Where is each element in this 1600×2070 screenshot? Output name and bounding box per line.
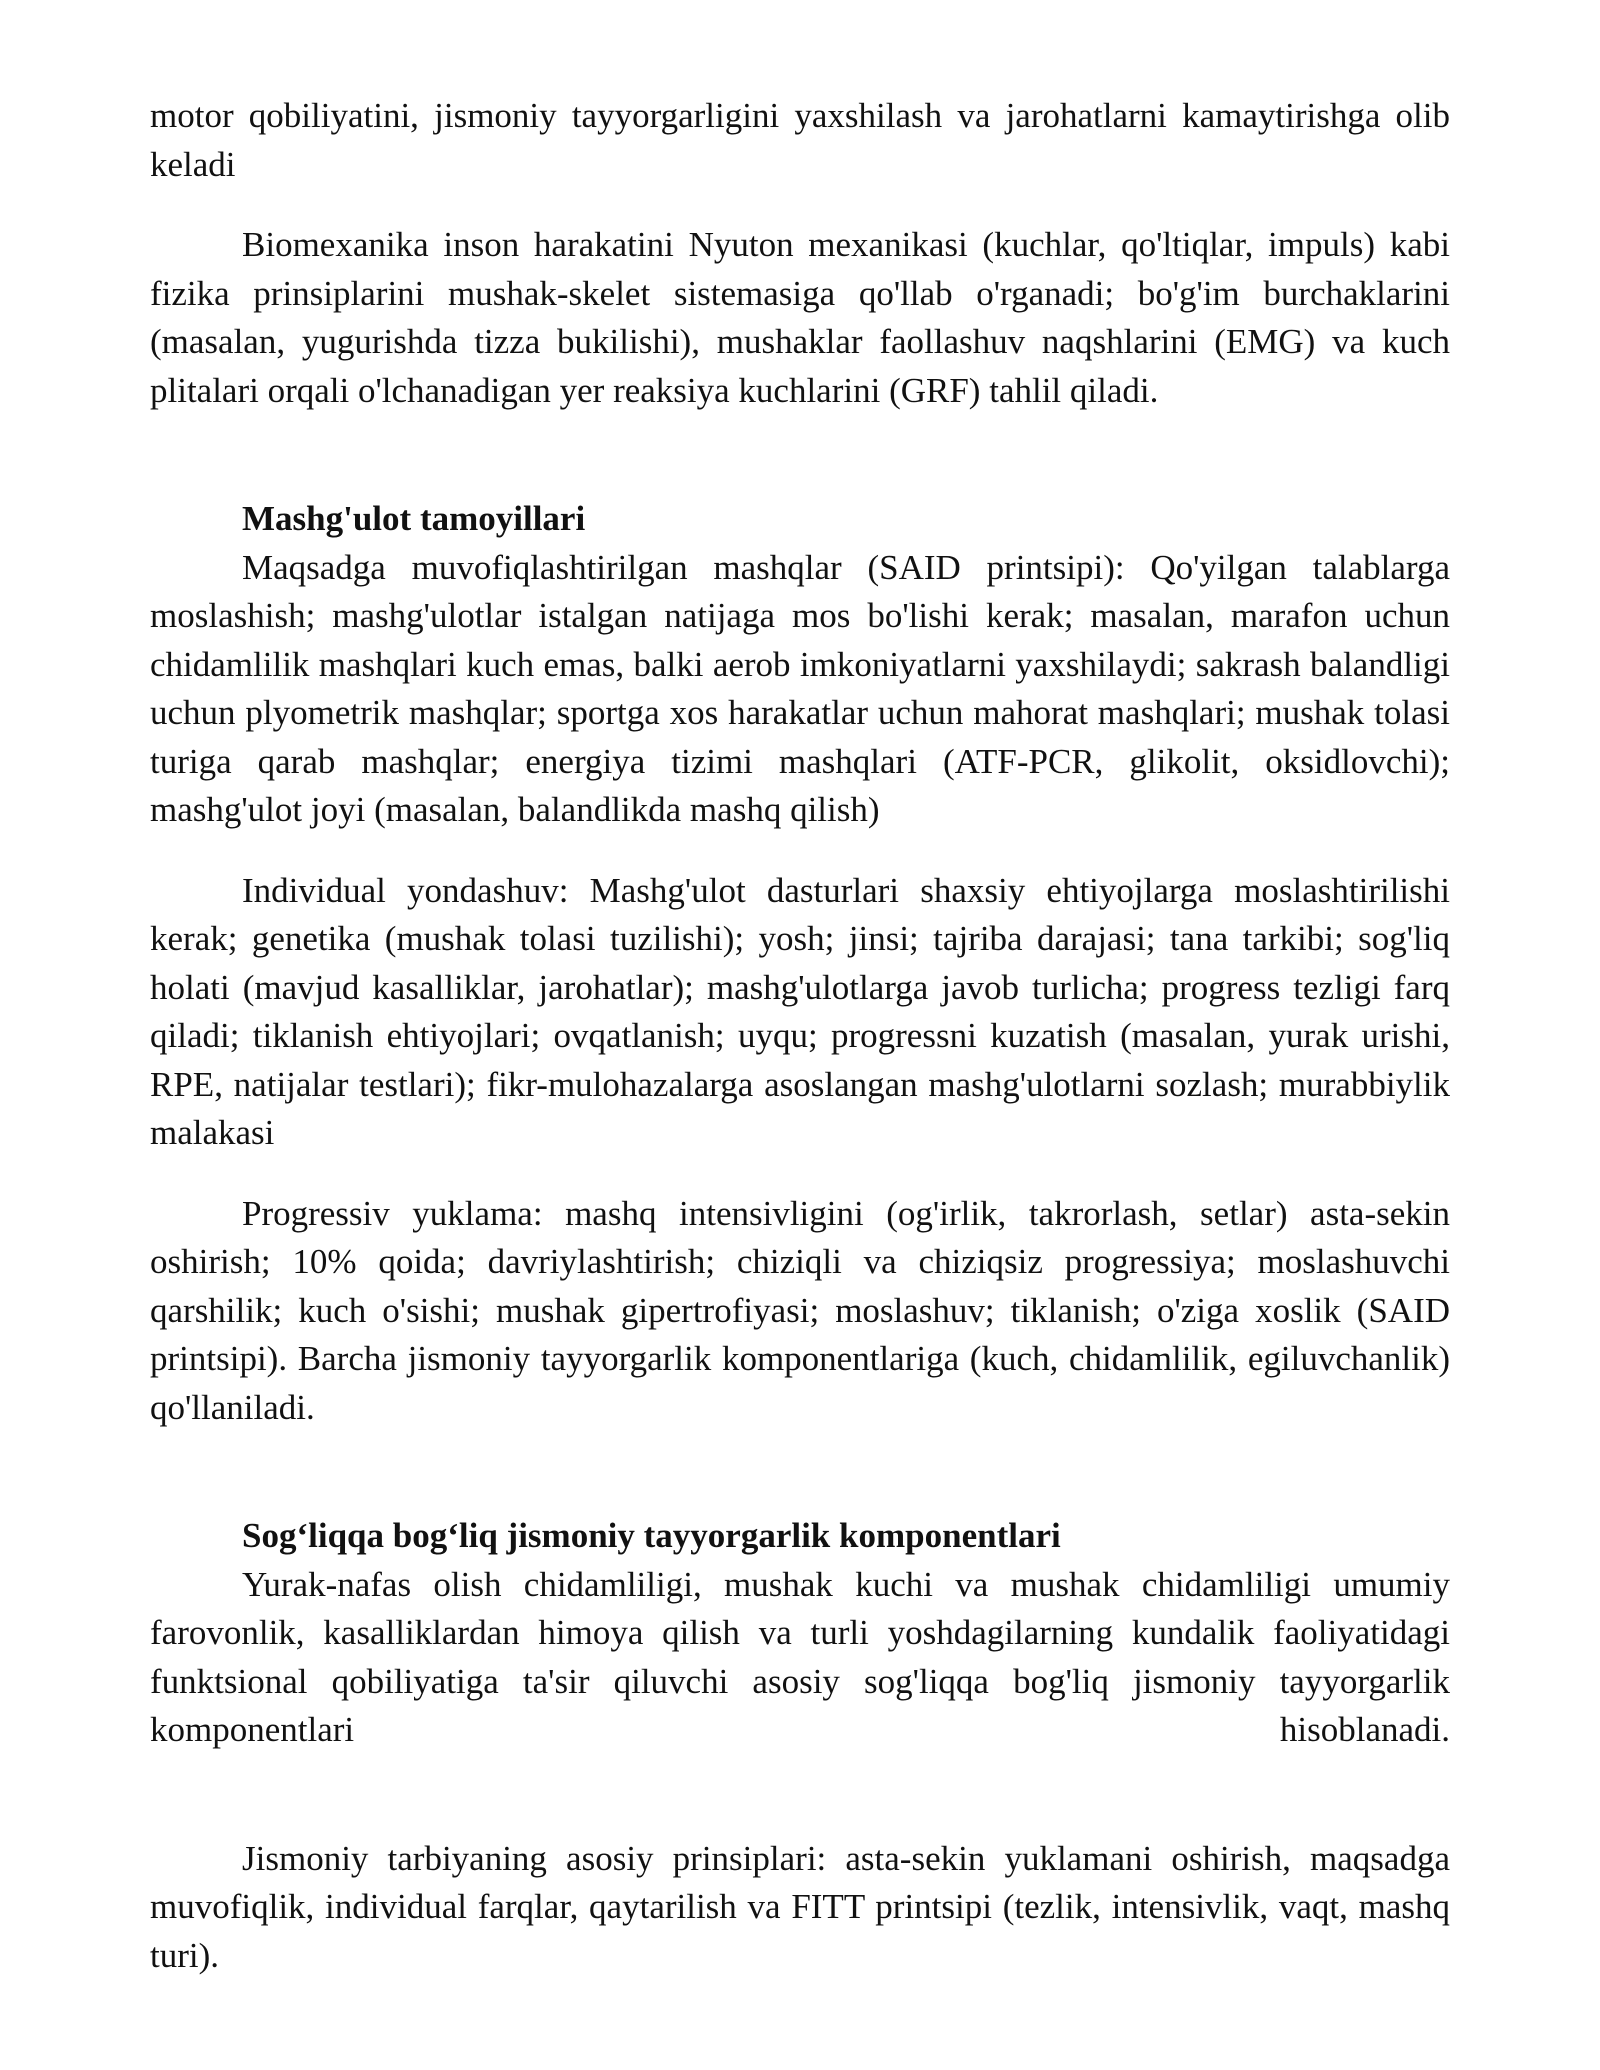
paragraph-pe-principles: Jismoniy tarbiyaning asosiy prinsiplari: asta-sekin yuklamani oshirish, maqsadga muvofiqlik, individual farqlar, qaytarilish va FITT printsipi (tezlik, intensivlik, vaqt, mashq turi). (150, 1838, 1450, 1975)
document-page (150, 92, 1450, 1980)
heading-training-principles: Mashg'ulot tamoyillari (242, 499, 586, 538)
paragraph-intro-continuation: motor qobiliyatini, jismoniy tayyorgarligini yaxshilash va jarohatlarni kamaytirishga olib keladi (150, 96, 1450, 184)
heading-health-components: Sog‘liqqa bog‘liq jismoniy tayyorgarlik komponentlari (242, 1516, 1061, 1555)
paragraph-progressive-overload: Progressiv yuklama: mashq intensivligini (og'irlik, takrorlash, setlar) asta-sekin oshirish; 10% qoida; davriylashtirish; chiziqli va chiziqsiz progressiya; moslashuvchi qarshilik; kuch o'sishi; mushak gipertrofiyasi; moslashuv; tiklanish; o'ziga xoslik (SAID printsipi). Barcha jismoniy tayyorgarlik komponentlariga (kuch, chidamlilik, egiluvchanlik) qo'llaniladi. (150, 1193, 1450, 1427)
paragraph-health-components: Yurak-nafas olish chidamliligi, mushak kuchi va mushak chidamliligi umumiy farovonlik, kasalliklardan himoya qilish va turli yoshdagilarning kundalik faoliyatidagi funktsional qobiliyatiga ta'sir qiluvchi asosiy sog'liqqa bog'liq jismoniy tayyorgarlik komponentlari hisoblanadi. (150, 1564, 1450, 1749)
paragraph-individual-approach: Individual yondashuv: Mashg'ulot dasturlari shaxsiy ehtiyojlarga moslashtirilishi kerak; genetika (mushak tolasi tuzilishi); yosh; jinsi; tajriba darajasi; tana tarkibi; sog'liq holati (mavjud kasalliklar, jarohatlar); mashg'ulotlarga javob turlicha; progress tezligi farq qiladi; tiklanish ehtiyojlari; ovqatlanish; uyqu; progressni kuzatish (masalan, yurak urishi, RPE, natijalar testlari); fikr-mulohazalarga asoslangan mashg'ulotlarni sozlash; murabbiylik malakasi (150, 870, 1450, 1152)
paragraph-said-principle: Maqsadga muvofiqlashtirilgan mashqlar (SAID printsipi): Qo'yilgan talablarga moslashish; mashg'ulotlar istalgan natijaga mos bo'lishi kerak; masalan, marafon uchun chidamlilik mashqlari kuch emas, balki aerob imkoniyatlarni yaxshilaydi; sakrash balandligi uchun plyometrik mashqlar; sportga xos harakatlar uchun mahorat mashqlari; mushak tolasi turiga qarab mashqlar; energiya tizimi mashqlari (ATF-PCR, glikolit, oksidlovchi); mashg'ulot joyi (masalan, balandlikda mashq qilish) (150, 547, 1450, 829)
paragraph-biomechanics: Biomexanika inson harakatini Nyuton mexanikasi (kuchlar, qo'ltiqlar, impuls) kabi fizika prinsiplarini mushak-skelet sistemasiga qo'llab o'rganadi; bo'g'im burchaklarini (masalan, yugurishda tizza bukilishi), mushaklar faollashuv naqshlarini (EMG) va kuch plitalari orqali o'lchanadigan yer reaksiya kuchlarini (GRF) tahlil qiladi. (150, 225, 1450, 410)
